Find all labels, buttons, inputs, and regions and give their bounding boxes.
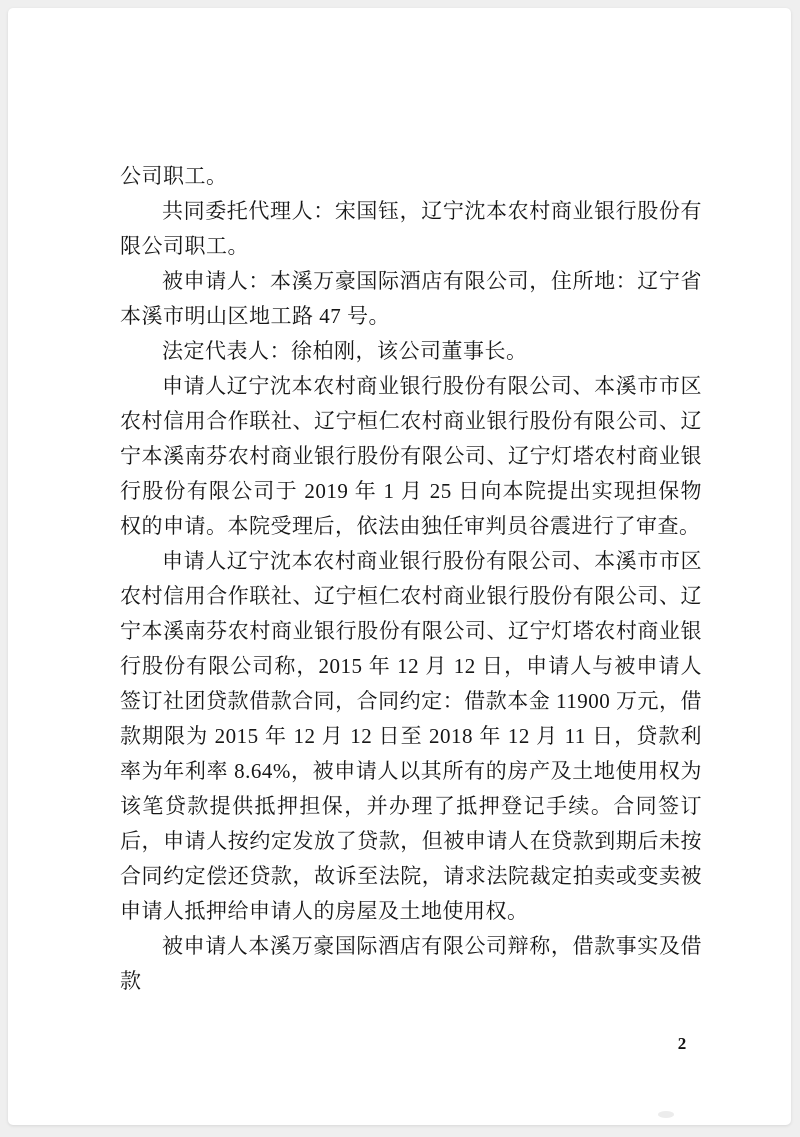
- paragraph: 法定代表人：徐柏刚，该公司董事长。: [162, 339, 528, 363]
- scan-artifact: [658, 1111, 674, 1118]
- paragraph: 被申请人：本溪万豪国际酒店有限公司，住所地：辽宁省本溪市明山区地工路 47 号。: [120, 269, 702, 328]
- paragraph: 共同委托代理人：宋国钰，辽宁沈本农村商业银行股份有限公司职工。: [120, 199, 702, 258]
- paragraph: 申请人辽宁沈本农村商业银行股份有限公司、本溪市市区农村信用合作联社、辽宁桓仁农村商业银行股份有限公司、辽宁本溪南芬农村商业银行股份有限公司、辽宁灯塔农村商业银行股份有限公司称，2015 年 12 月 12 日，申请人与被申请人签订社团贷款借款合同，合同约定：借款本金 11900 万元，借款期限为 2015 年 12 月 12 日至 2018 年 12 月 11 日，贷款利率为年利率 8.64%，被申请人以其所有的房产及土地使用权为该笔贷款提供抵押担保，并办理了抵押登记手续。合同签订后，申请人按约定发放了贷款，但被申请人在贷款到期后未按合同约定偿还贷款，故诉至法院，请求法院裁定拍卖或变卖被申请人抵押给申请人的房屋及土地使用权。: [120, 549, 702, 923]
- document-page: [8, 8, 791, 1125]
- paragraph: 公司职工。: [120, 164, 228, 188]
- document-text-block: [120, 159, 702, 999]
- paragraph: 申请人辽宁沈本农村商业银行股份有限公司、本溪市市区农村信用合作联社、辽宁桓仁农村商业银行股份有限公司、辽宁本溪南芬农村商业银行股份有限公司、辽宁灯塔农村商业银行股份有限公司于 2019 年 1 月 25 日向本院提出实现担保物权的申请。本院受理后，依法由独任审判员谷震进行了审查。: [120, 374, 702, 538]
- paragraph: 被申请人本溪万豪国际酒店有限公司辩称，借款事实及借款: [120, 934, 702, 993]
- page-number: 2: [677, 1034, 687, 1053]
